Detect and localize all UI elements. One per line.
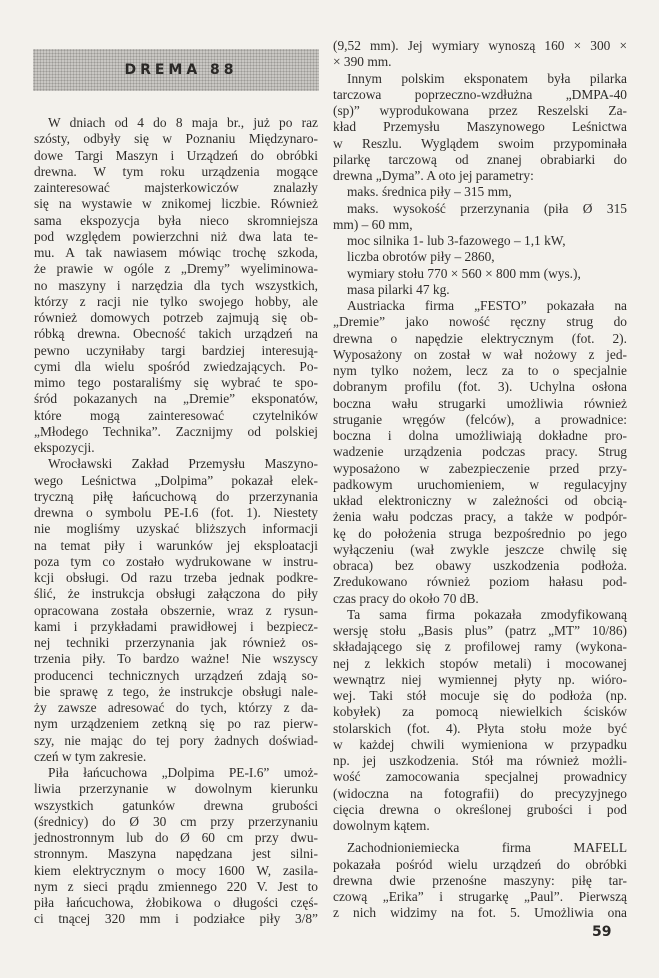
paragraph <box>333 184 627 200</box>
text-line: maks. średnica piły – 315 mm, <box>347 184 512 200</box>
text-line: ci tnącej 320 mm i podziałce piły 3/8” <box>34 911 318 927</box>
text-line: na temat piły i warunków jej eksploatacji <box>34 537 318 553</box>
paragraph <box>34 765 318 928</box>
text-line: maks. wysokość przerzynania (piła Ø 315 <box>347 200 627 216</box>
text-line: mimo tego postaraliśmy się wybrać te spo- <box>34 375 318 390</box>
text-line: „Młodego Technika”. Zacznijmy od polskiej <box>34 423 318 439</box>
text-line: drewna dwie przenośne maszyny: piłę tar- <box>333 872 627 888</box>
text-line: (widoczna na fotografii) do precyzyjnego <box>333 785 627 801</box>
text-line: żenia wału podczas pracy, a także w podpór- <box>333 509 627 525</box>
text-line: kami i przykładami prawidłowej i bezpiecz- <box>34 618 318 634</box>
text-line: mu. A tak nawiasem mówiąc trochę szkoda, <box>34 245 318 260</box>
text-line: pokazała pośród wielu urządzeń do obróbki <box>333 856 627 872</box>
text-line: trzenia piły. To bardzo ważne! Nie wszyscy <box>34 651 318 667</box>
text-line: boczna wału strugarki umożliwia również <box>333 395 627 411</box>
text-line: boczna i dolna umożliwiają dokładne pro- <box>333 428 627 443</box>
text-line: dobranym profilu (fot. 3). Uchylna osłona <box>333 379 627 395</box>
text-line: w każdej chwili wymieniona w przypadku <box>333 736 627 752</box>
paragraph <box>333 233 627 249</box>
text-line: liczba obrotów piły – 2860, <box>347 249 495 265</box>
text-line: jednostronnym lub do Ø 60 cm przy dwu- <box>34 830 318 845</box>
text-line: kład Przemysłu Maszynowego Leśnictwa <box>333 119 627 135</box>
text-line: drewna. W tym roku urządzenia mogące <box>34 163 318 179</box>
text-line: tarczowa poprzeczno-wzdłużna „DMPA-40 <box>333 86 627 102</box>
text-line: obraca) bez obawy uszkodzenia podłoża. <box>333 558 627 573</box>
text-line: nej techniki przerzynania jak również os- <box>34 635 318 650</box>
text-line: wadzenie urządzenia podczas pracy. Strug <box>333 444 627 460</box>
text-line: drewna o symbolu PE-I.6 (fot. 1). Niestety <box>34 505 318 520</box>
text-line: Innym polskim eksponatem była pilarka <box>347 70 627 86</box>
paragraph <box>333 607 627 835</box>
text-line: czową „Erika” i strugarkę „Paul”. Pierwszą <box>333 889 627 904</box>
text-line: stolarskich (fot. 4). Płyta stołu może być <box>333 720 627 736</box>
text-line: Ta sama firma pokazała zmodyfikowaną <box>347 606 627 622</box>
text-line: (9,52 mm). Jej wymiary wynoszą 160 × 300 × <box>333 38 627 53</box>
text-line: wej. Taki stół mocuje się do podłoża (np. <box>333 688 627 703</box>
text-line: róbką drewna. Obecność takich urządzeń na <box>34 326 318 342</box>
text-line: wymiary stołu 770 × 560 × 800 mm (wys.), <box>347 265 581 281</box>
text-line: pewno uczyniłaby targi bardziej interesują- <box>34 342 318 358</box>
text-line: drewna o napędzie elektrycznym (fot. 2). <box>333 330 627 346</box>
text-line: czas pracy do około 70 dB. <box>333 590 479 606</box>
article-title: DREMA 88 <box>124 62 238 78</box>
article-header-band <box>33 49 319 91</box>
text-line: zainteresować majsterkowiczów znalazły <box>34 180 318 195</box>
text-line: nej z lekkich stopów metali) i mocowanej <box>333 655 627 671</box>
paragraph <box>333 201 627 234</box>
paragraph <box>34 456 318 765</box>
text-line: pilarkę tarczową od znanej obrabiarki do <box>333 151 627 167</box>
text-line: szy, nie mając do tej pory żadnych doświad- <box>34 732 318 748</box>
text-line: również domowych potrzeb zajmują się ob- <box>34 310 318 325</box>
paragraph <box>333 266 627 282</box>
text-line: ekspozycji. <box>34 440 95 455</box>
text-line: wszystkich gatunków drewna grubości <box>34 797 318 813</box>
text-line: (średnicy) do Ø 30 cm przy przerzynaniu <box>34 813 318 829</box>
text-line: z nich widzimy na fot. 5. Umożliwia ona <box>333 905 627 921</box>
paragraph <box>333 298 627 607</box>
text-line: kobyłek) za pomocą niewielkich ścisków <box>333 704 627 720</box>
text-line: masa pilarki 47 kg. <box>347 281 450 297</box>
paragraph <box>333 840 627 921</box>
text-line: czeń w tym zakresie. <box>34 748 147 764</box>
paragraph <box>333 38 627 71</box>
text-line: nie mogliśmy uzyskać bliższych informacji <box>34 521 318 537</box>
text-line: „Dremie” jako nowość ręczny strug do <box>333 314 627 330</box>
text-line: no maszyny i narzędzia dla tych wszystkich, <box>34 277 318 293</box>
paragraph <box>333 71 627 185</box>
text-line: nym z sieci prądu zmiennego 220 V. Jest to <box>34 878 318 894</box>
text-line: cięcia drewna o określonej grubości i pod <box>333 801 627 817</box>
text-line: w Reszlu. Wyglądem swoim przypominała <box>333 135 627 151</box>
page-number: 59 <box>592 924 612 940</box>
text-line: szósty, odbyły się w Poznaniu Międzynaro- <box>34 131 318 147</box>
text-line: W dniach od 4 do 8 maja br., już po raz <box>48 115 318 130</box>
right-column <box>333 38 627 922</box>
text-line: że prawie w ogóle z „Dremy” wyeliminowa- <box>34 261 318 277</box>
text-line: ży zawsze adresować do tych, którzy z da- <box>34 700 318 715</box>
text-line: cymi dla wielu spośród zwiedzających. Po- <box>34 358 318 374</box>
text-line: sama ekspozycja była nieco skromniejsza <box>34 212 318 228</box>
text-line: wersję stołu „Basis plus” (patrz „MT” 10/86) <box>333 623 627 638</box>
text-line: Wyposażony on został w wał nożowy z jed- <box>333 346 627 362</box>
text-line: kę do położenia struga bezpośrednio po jego <box>333 525 627 541</box>
text-line: piła łańcuchowa, żłobikowa o długości częś- <box>34 895 318 910</box>
text-line: Piła łańcuchowa „Dolpima PE-I.6” umoż- <box>48 765 318 780</box>
text-line: tryczną piłę łańcuchową do przerzynania <box>34 488 318 504</box>
text-line: kiem elektrycznym o mocy 1600 W, zasila- <box>34 862 318 878</box>
text-line: pod względem powierzchni niż dwa lata te- <box>34 228 318 244</box>
text-line: moc silnika 1- lub 3-fazowego – 1,1 kW, <box>347 233 566 248</box>
text-line: (sp)” wyprodukowana przez Reszelski Za- <box>333 103 627 118</box>
text-line: × 390 mm. <box>333 54 392 70</box>
text-line: ślić, że instrukcja obsługi załączona do piły <box>34 586 318 602</box>
text-line: Wrocławski Zakład Przemysłu Maszyno- <box>48 456 318 472</box>
text-line: liwia przerzynanie w dowolnym kierunku <box>34 781 318 797</box>
text-line: padkowym uruchomieniem, w regulacyjny <box>333 476 627 492</box>
text-line: nym urządzeniem zetkną się po raz pierw- <box>34 716 318 732</box>
text-line: które mogą zainteresować czytelników <box>34 407 318 423</box>
paragraph <box>34 115 318 456</box>
text-line: dowolnym kątem. <box>333 818 430 833</box>
text-line: układ elektroniczny w zależności od obcią- <box>333 493 627 508</box>
text-line: bie sprawę z tego, że instrukcje obsługi nale- <box>34 683 318 699</box>
text-line: Zredukowano również poziom hałasu pod- <box>333 574 627 590</box>
text-line: struganie wręgów (felców), a prowadnice: <box>333 411 627 427</box>
paragraph <box>333 282 627 298</box>
text-line: dowe Targi Maszyn i Urządzeń do obróbki <box>34 147 318 163</box>
text-line: wyłączeniu (wał zwykle jeszcze chwilę się <box>333 541 627 557</box>
text-line: wego Leśnictwa „Dolpima” pokazał elek- <box>34 472 318 488</box>
text-line: wewnątrz niej wymiennej płyty np. wióro- <box>333 671 627 687</box>
text-line: nym tylko nożem, lecz za to o specjalnie <box>333 363 627 378</box>
text-line: składającego się z profilowej ramy (wykona- <box>333 639 627 655</box>
text-line: stronnym. Maszyna napędzana jest silni- <box>34 846 318 862</box>
text-line: drewna „Dyma”. A oto jej parametry: <box>333 168 534 183</box>
left-column <box>34 115 318 928</box>
text-line: Zachodnioniemiecka firma MAFELL <box>347 840 627 856</box>
text-line: producenci technicznych urządzeń zdają so- <box>34 667 318 683</box>
text-line: którzy z racji nie tylko swojego hobby, ale <box>34 293 318 309</box>
text-line: kcji obsługi. Od razu trzeba jednak podkre- <box>34 570 318 585</box>
text-line: wość zamocowania specjalnej prowadnicy <box>333 769 627 785</box>
text-line: mm) – 60 mm, <box>333 216 413 232</box>
text-line: Austriacka firma „FESTO” pokazała na <box>347 298 627 313</box>
text-line: śród pokazanych na „Dremie” eksponatów, <box>34 391 318 407</box>
text-line: np. jej uszkodzenia. Stół ma również możli- <box>333 753 627 768</box>
text-line: opracowana została obszernie, wraz z rysun- <box>34 602 318 618</box>
text-line: się na wystawie w znikomej liczbie. Również <box>34 196 318 212</box>
text-line: wyposażono w zabezpieczenie przed przy- <box>333 460 627 476</box>
text-line: poza tym co zostało wydrukowane w instru- <box>34 553 318 569</box>
paragraph <box>333 249 627 265</box>
